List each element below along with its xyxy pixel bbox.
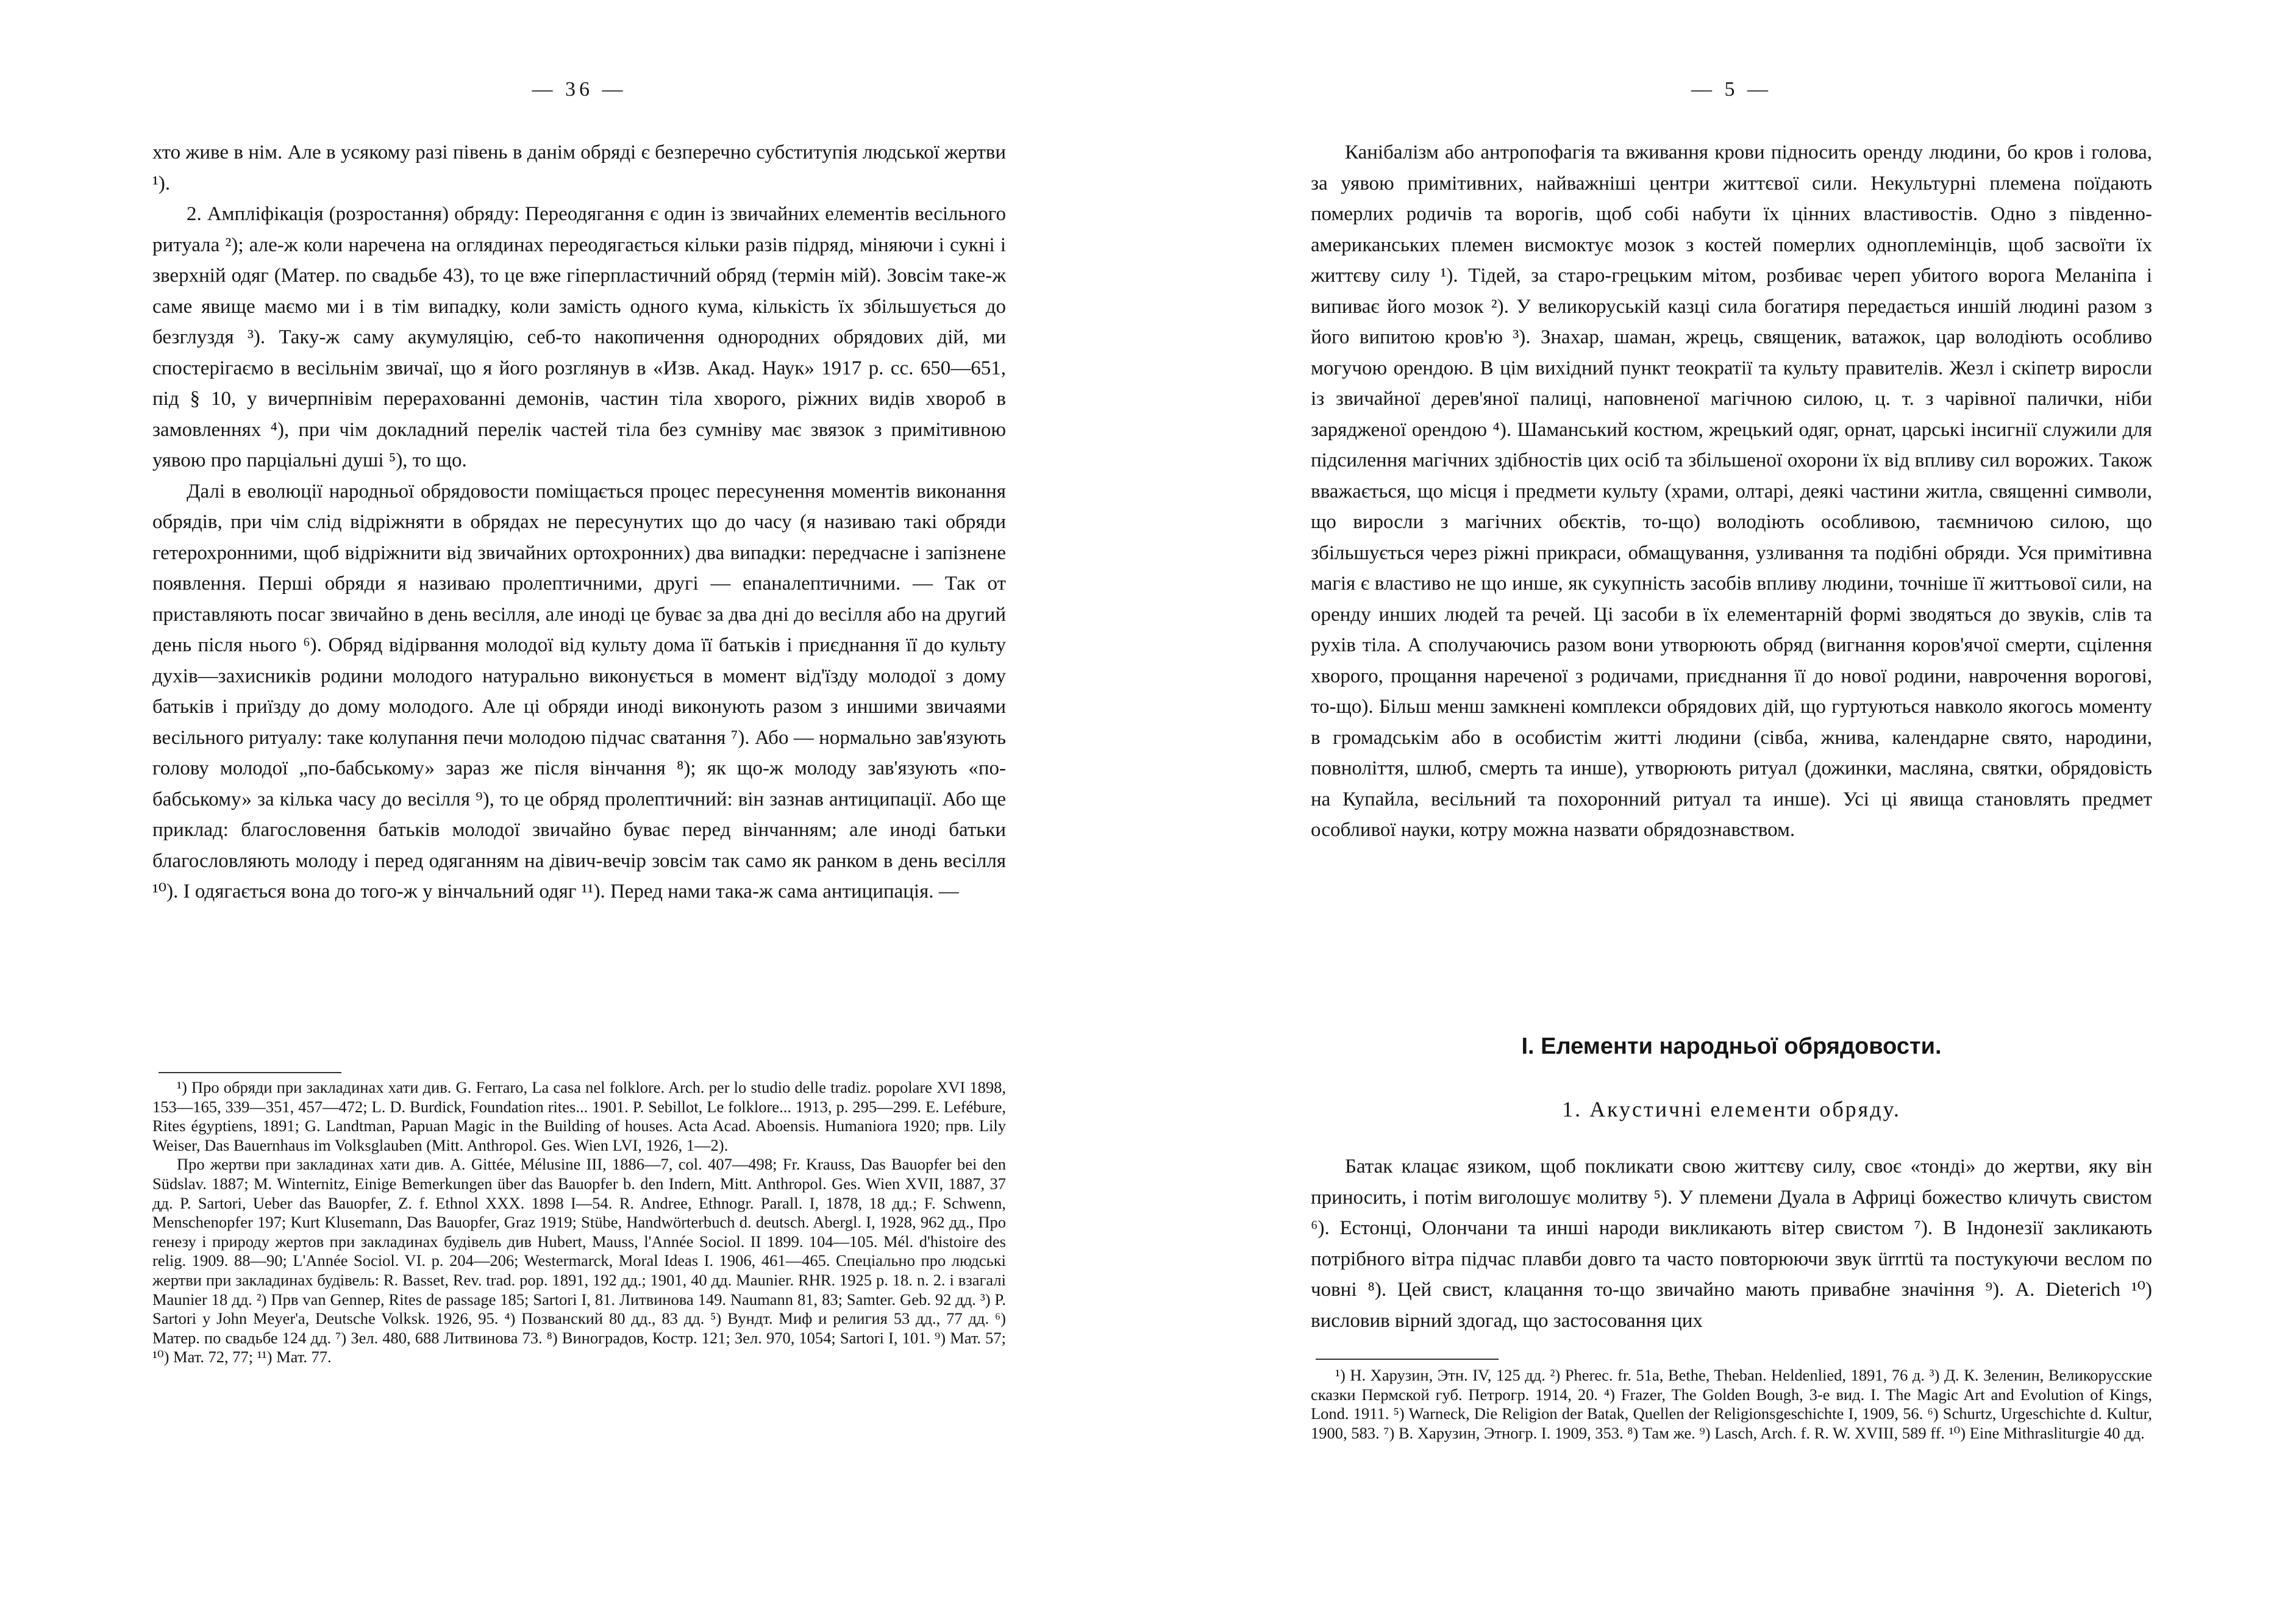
page-number: — 36 —	[532, 78, 627, 101]
section-heading: I. Елементи народньої обрядовости.	[1521, 1034, 1942, 1059]
left-body-text	[152, 137, 1006, 907]
footnote: Про жертви при закладинах хати див. A. Gittée, Mélusine III, 1886—7, col. 407—498; Fr. Krauss, Das Bauopfer bei den Südslav. 1887; M. Winternitz, Einige Bemerkungen über das Bauopfer b. den Indern, Mitt. Anthropol. Ges. Wien XVII, 1887, 37 дд. P. Sartori, Ueber das Bauopfer, Z. f. Ethnol XXX. 1898 I—54. R. Andree, Ethnogr. Parall. I, 1878, 18 дд.; F. Schwenn, Menschenopfer 197; Kurt Klusemann, Das Bauopfer, Graz 1919; Stübe, Handwörterbuch d. deutsch. Abergl. I, 1928, 962 дд., Про генезу і природу жертов при закладинах будівель див Hubert, Mauss, l'Année Sociol. II 1899. 104—105. Mél. d'histoire des relig. 1909. 88—90; L'Année Sociol. VI. p. 204—206; Westermarck, Moral Ideas I. 1906, 461—465. Спеціально про людські жертви при закладинах будівель: R. Basset, Rev. trad. pop. 1891, 192 дд.; 1901, 40 дд. Maunier. RHR. 1925 p. 18. n. 2. і взагалі Maunier 18 дд. ²) Прв van Gennep, Rites de passage 185; Sartori I, 81. Литвинова 149. Naumann 81, 83; Samter. Geb. 92 дд. ³) P. Sartori y John Meyer'a, Deutsche Volksk. 1926, 95. ⁴) Позванский 80 дд., 83 дд. ⁵) Вундт. Миф и религия 53 дд., 77 дд. ⁶) Матер. по свадьбе 124 дд. ⁷) Зел. 480, 688 Литвинова 73. ⁸) Виноградов, Костр. 121; Зел. 970, 1054; Sartori I, 101. ⁹) Мат. 57; ¹⁰) Мат. 72, 77; ¹¹) Мат. 77.	[152, 1155, 1006, 1367]
footnote-divider	[1316, 1359, 1499, 1360]
paragraph: Далі в еволюції народньої обрядовости поміщається процес пересунення моментів виконання обрядів, при чім слід відріжняти в обрядах не пересунутих що до часу (я називаю такі обряди гетерохронними, щоб відріжнити від звичайних ортохронних) два випадки: передчасне і запізнене появлення. Перші обряди я називаю пролептичними, другі — епаналептичними. — Так от приставляють посаг звичайно в день весілля, але иноді це буває за два дні до весілля або на другий день після нього ⁶). Обряд відірвання молодої від культу дома її батьків і приєднання її до культу духів—захисників родини молодого натурально виконується в момент від'їзду молодої з дому батьків і приїзду до дому молодого. Але ці обряди иноді виконують разом з иншими звичаями весільного ритуалу: таке колупання печи молодою підчас сватання ⁷). Або — нормально зав'язують голову молодої „по-бабському» зараз же після вінчання ⁸); як що-ж молоду зав'язують «по-бабському» за кілька часу до весілля ⁹), то це обряд пролептичний: він зазнав антиципації. Або ще приклад: благословення батьків молодої звичайно буває перед вінчанням; але иноді батьки благословляють молоду і перед одяганням на дівич-вечір зовсім так само як ранком в день весілля ¹⁰). І одягається вона до того-ж у вінчальний одяг ¹¹). Перед нами така-ж сама антиципація. —	[152, 480, 1006, 902]
page-number: — 5 —	[1691, 78, 1772, 101]
footnote-divider	[159, 1072, 341, 1073]
right-page	[1311, 0, 2152, 1608]
paragraph: хто живе в нім. Але в усякому разі півень в данім обряді є безперечно субститупія людської жертви ¹).	[152, 141, 1006, 195]
left-footnotes	[152, 1078, 1006, 1367]
footnote: ¹) Н. Харузин, Этн. IV, 125 дд. ²) Pherec. fr. 51a, Bethe, Theban. Heldenlied, 1891, 76 д. ³) Д. К. Зеленин, Великорусские сказки Пермской губ. Петрогр. 1914, 20. ⁴) Frazer, The Golden Bough, 3-е вид. I. The Magic Art and Evolution of Kings, Lond. 1911. ⁵) Warneck, Die Religion der Batak, Quellen der Religionsgeschichte I, 1909, 56. ⁶) Schurtz, Urgeschichte d. Kultur, 1900, 583. ⁷) В. Харузин, Этногр. I. 1909, 353. ⁸) Там же. ⁹) Lasch, Arch. f. R. W. XVIII, 589 ff. ¹⁰) Eine Mithrasliturgie 40 дд.	[1311, 1366, 2152, 1442]
paragraph: Батак клацає язиком, щоб покликати свою життєву силу, своє «тонді» до жертви, яку він приносить, і потім виголошує молитву ⁵). У племени Дуала в Африці божество кличуть свистом ⁶). Естонці, Олончани та инші народи викликають вітер свистом ⁷). В Індонезії закликають потрібного вітра підчас плавби довго та часто повторюючи звук ürrrtü та постукуючи веслом по човні ⁸). Цей свист, клацання то-що звичайно мають привабне значіння ⁹). A. Dieterich ¹⁰) висловив вірний здогад, що застосовання цих	[1311, 1156, 2152, 1332]
right-footnotes	[1311, 1366, 2152, 1443]
paragraph: 2. Ампліфікація (розростання) обряду: Переодягання є один із звичайних елементів весільного ритуала ²); але-ж коли наречена на оглядинах переодягається кільки разів підряд, міняючи і сукні і зверхній одяг (Матер. по свадьбе 43), то це вже гіперпластичний обряд (термін мій). Зовсім таке-ж саме явище маємо ми і в тім випадку, коли замість одного кума, кількість їх збільшується до безглуздя ³). Таку-ж саму акумуляцію, себ-то накопичення однородних обрядових дій, ми спостерігаємо в весільнім звичаї, що я його розглянув в «Изв. Акад. Наук» 1917 р. сс. 650—651, під § 10, у вичерпнівім перерахованні демонів, частин тіла хворого, ріжних видів хвороб в замовленнях ⁴), при чім докладний перелік частей тіла без сумніву має звязок з примітивною уявою про парціальні душі ⁵), то що.	[152, 203, 1006, 471]
footnote: ¹) Про обряди при закладинах хати див. G. Ferraro, La casa nel folklore. Arch. per lo studio delle tradiz. popolare XVI 1898, 153—165, 339—351, 457—472; L. D. Burdick, Foundation rites... 1901. P. Sebillot, Le folklore... 1913, p. 295—299. E. Lefébure, Rites égyptiens, 1891; G. Landtman, Papuan Magic in the Building of houses. Acta Acad. Aboensis. Humaniora 1920; прв. Lily Weiser, Das Bauernhaus im Volksglauben (Mitt. Anthropol. Ges. Wien LVI, 1926, 1—2).	[152, 1078, 1006, 1154]
left-page	[152, 0, 1006, 1608]
paragraph: Канібалізм або антропофагія та вживання крови підносить оренду людини, бо кров і голова, за уявою примітивних, найважніші центри життєвої сили. Некультурні племена поїдають померлих родичів та ворогів, щоб собі набути їх цінних властивостів. Одно з південно-американських племен висмоктує мозок з костей померлих одноплемінців, щоб засвоїти їх життєву силу ¹). Тідей, за старо-грецьким мітом, розбиває череп убитого ворога Меланіпа і випиває його мозок ²). У великоруській казці сила богатиря передається иншій людині разом з його випитою кров'ю ³). Знахар, шаман, жрець, священик, ватажок, цар володіють особливо могучою орендою. В цім вихідний пункт теократії та культу правителів. Жезл і скіпетр виросли із звичайної дерев'яної палиці, наповненої магічною силою, ц. т. з чарівної палички, ніби зарядженої орендою ⁴). Шаманський костюм, жрецький одяг, орнат, царські інсигнії служили для підсилення магічних здібностів цих осіб та збільшеної охорони їх від впливу сил ворожих. Також вважається, що місця і предмети культу (храми, олтарі, деякі частини житла, священні символи, що виросли з магічних обєктів, то-що) володіють особливою, таємничою силою, що збільшується через ріжні прикраси, обмащування, узливання та подібні обряди. Уся примітивна магія є властиво не що инше, як сукупність засобів впливу людини, точніше її життьової сили, на оренду инших людей та речей. Ці засоби в їх елементарній формі зводяться до звуків, слів та рухів тіла. А сполучаючись разом вони утворюють обряд (вигнання коров'ячої смерти, сцілення хворого, прощання нареченої з родичами, приєднання її до нової родини, наврочення ворогові, то-що). Більш менш замкнені комплекси обрядових дій, що гуртуються навколо якогось моменту в громадськім або в особистім житті людини (сівба, жнива, календарне свято, народини, повноліття, шлюб, смерть та инше), утворюють ритуал (дожинки, масляна, святки, обрядовість на Купайла, весільний та похоронний ритуал та инше). Усі ці явища становлять предмет особливої науки, котру можна назвати обрядознавством.	[1311, 141, 2152, 841]
right-body-text-2	[1311, 1151, 2152, 1336]
right-body-text	[1311, 137, 2152, 846]
subsection-heading: 1. Акустичні елементи обряду.	[1562, 1097, 1901, 1121]
